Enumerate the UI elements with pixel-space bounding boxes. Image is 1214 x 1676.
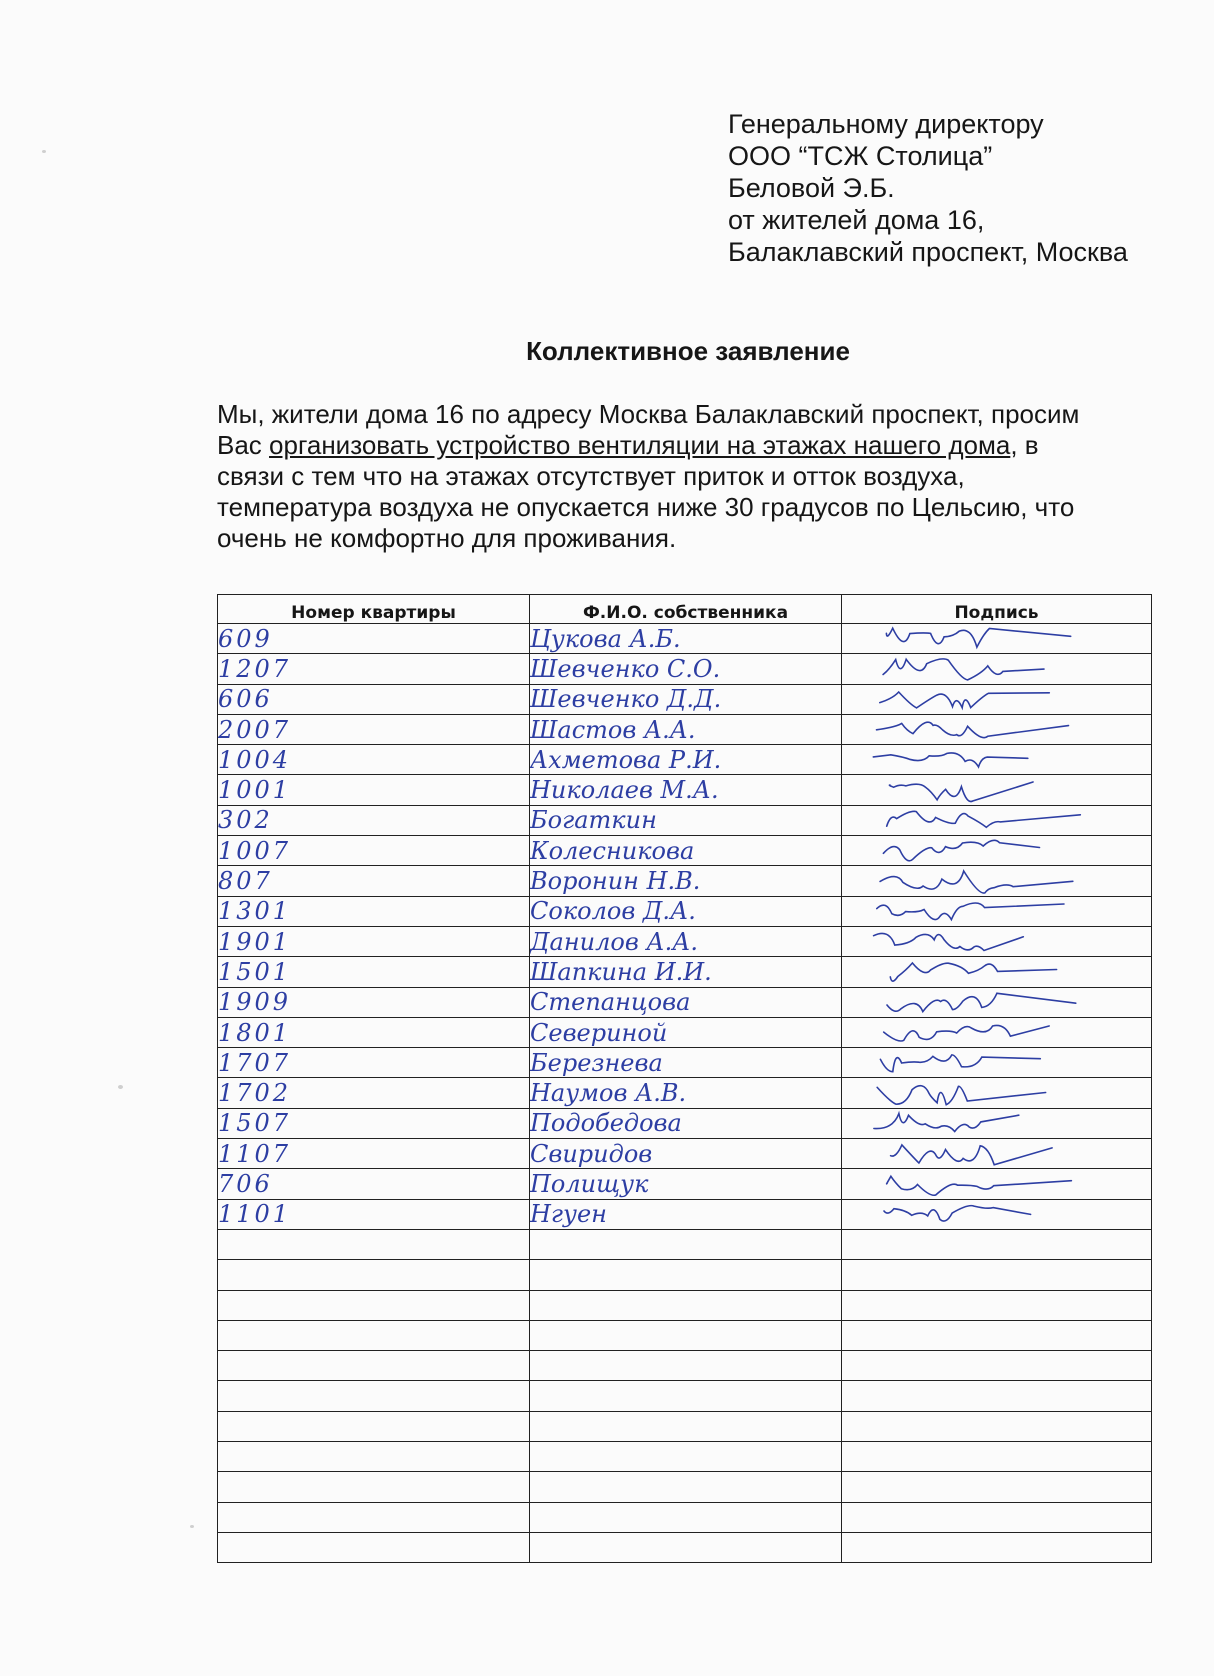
- owner-name: Подобедова: [530, 1108, 842, 1138]
- apartment-number: [218, 1381, 530, 1411]
- owner-name: [530, 1411, 842, 1441]
- signature-cell: [842, 654, 1152, 684]
- body-line: температура воздуха не опускается ниже 30 градусов по Цельсию, что: [217, 492, 1075, 522]
- body-line: связи с тем что на этажах отсутствует приток и отток воздуха,: [217, 461, 965, 491]
- signature-cell: [842, 1139, 1152, 1169]
- table-row: [218, 1532, 1152, 1562]
- owner-name: [530, 1320, 842, 1350]
- signature-cell: [842, 745, 1152, 775]
- apartment-number: [218, 1351, 530, 1381]
- signature-cell: [842, 714, 1152, 744]
- signature-cell: [842, 1442, 1152, 1472]
- table-row: [218, 866, 1152, 896]
- paper-speck: [42, 150, 46, 153]
- apartment-number: 807: [218, 866, 530, 896]
- table-row: [218, 1442, 1152, 1472]
- apartment-number: 1301: [218, 896, 530, 926]
- apartment-number: [218, 1229, 530, 1259]
- owner-name: [530, 1442, 842, 1472]
- addressee-block: [728, 108, 1128, 268]
- addressee-line: Генеральному директору: [728, 109, 1044, 139]
- signature-cell: [842, 805, 1152, 835]
- signature-cell: [842, 1108, 1152, 1138]
- handwritten-signature: [842, 685, 1142, 714]
- addressee-line: Беловой Э.Б.: [728, 173, 895, 203]
- table-row: [218, 1260, 1152, 1290]
- signature-cell: [842, 1472, 1152, 1502]
- apartment-number: 1004: [218, 745, 530, 775]
- owner-name: [530, 1472, 842, 1502]
- handwritten-signature: [842, 927, 1142, 956]
- owner-name: [530, 1502, 842, 1532]
- apartment-number: [218, 1260, 530, 1290]
- handwritten-signature: [842, 1018, 1142, 1047]
- table-row: [218, 775, 1152, 805]
- apartment-number: 1007: [218, 836, 530, 866]
- table-row: [218, 957, 1152, 987]
- paper-speck: [118, 1085, 123, 1089]
- table-row: [218, 926, 1152, 956]
- addressee-line: Балаклавский проспект, Москва: [728, 237, 1128, 267]
- handwritten-signature: [842, 1048, 1142, 1077]
- apartment-number: 609: [218, 624, 530, 654]
- handwritten-signature: [842, 867, 1142, 896]
- owner-name: Наумов А.В.: [530, 1078, 842, 1108]
- apartment-number: [218, 1472, 530, 1502]
- owner-name: Ахметова Р.И.: [530, 745, 842, 775]
- handwritten-signature: [842, 745, 1142, 774]
- signature-cell: [842, 866, 1152, 896]
- owner-name: Свиридов: [530, 1139, 842, 1169]
- table-row: [218, 987, 1152, 1017]
- owner-name: Полищук: [530, 1169, 842, 1199]
- table-row: [218, 654, 1152, 684]
- signature-cell: [842, 1351, 1152, 1381]
- signature-cell: [842, 1199, 1152, 1229]
- handwritten-signature: [842, 1169, 1142, 1198]
- owner-name: Данилов А.А.: [530, 926, 842, 956]
- owner-name: Шапкина И.И.: [530, 957, 842, 987]
- signature-table: [217, 594, 1152, 1563]
- apartment-number: 1001: [218, 775, 530, 805]
- owner-name: Соколов Д.А.: [530, 896, 842, 926]
- owner-name: Шевченко С.О.: [530, 654, 842, 684]
- signature-cell: [842, 987, 1152, 1017]
- table-row: [218, 1139, 1152, 1169]
- table-body: [218, 624, 1152, 1563]
- paper-speck: [190, 1525, 194, 1528]
- signature-cell: [842, 896, 1152, 926]
- signature-cell: [842, 775, 1152, 805]
- signature-cell: [842, 836, 1152, 866]
- request-underlined: организовать устройство вентиляции на этажах нашего дома: [269, 430, 1011, 460]
- table-row: [218, 1502, 1152, 1532]
- handwritten-signature: [842, 654, 1142, 683]
- signature-cell: [842, 1017, 1152, 1047]
- document-title: Коллективное заявление: [526, 336, 850, 366]
- handwritten-signature: [842, 836, 1142, 865]
- apartment-number: [218, 1442, 530, 1472]
- table-row: [218, 745, 1152, 775]
- body-line: очень не комфортно для проживания.: [217, 523, 677, 553]
- table-row: [218, 1381, 1152, 1411]
- table-row: [218, 684, 1152, 714]
- handwritten-signature: [842, 806, 1142, 835]
- apartment-number: [218, 1502, 530, 1532]
- table-row: [218, 896, 1152, 926]
- signature-cell: [842, 1260, 1152, 1290]
- owner-name: Степанцова: [530, 987, 842, 1017]
- apartment-number: [218, 1320, 530, 1350]
- signature-cell: [842, 1532, 1152, 1562]
- owner-name: [530, 1290, 842, 1320]
- handwritten-signature: [842, 957, 1142, 986]
- body-prefix: Вас: [217, 430, 270, 460]
- handwritten-signature: [842, 715, 1142, 744]
- table-row: [218, 714, 1152, 744]
- table-row: [218, 1199, 1152, 1229]
- statement-body: [217, 399, 1167, 554]
- header-signature: Подпись: [842, 595, 1152, 624]
- signature-cell: [842, 1229, 1152, 1259]
- apartment-number: 1207: [218, 654, 530, 684]
- apartment-number: 1101: [218, 1199, 530, 1229]
- owner-name: Нгуен: [530, 1199, 842, 1229]
- handwritten-signature: [842, 988, 1142, 1017]
- signature-cell: [842, 1502, 1152, 1532]
- addressee-line: ООО “ТСЖ Столица”: [728, 141, 993, 171]
- header-owner-name: Ф.И.О. собственника: [530, 595, 842, 624]
- owner-name: [530, 1351, 842, 1381]
- apartment-number: 1507: [218, 1108, 530, 1138]
- table-row: [218, 836, 1152, 866]
- table-row: [218, 624, 1152, 654]
- signature-cell: [842, 957, 1152, 987]
- table-row: [218, 1290, 1152, 1320]
- table-row: [218, 1017, 1152, 1047]
- apartment-number: 1707: [218, 1048, 530, 1078]
- apartment-number: 2007: [218, 714, 530, 744]
- owner-name: [530, 1381, 842, 1411]
- handwritten-signature: [842, 1139, 1142, 1168]
- table-row: [218, 1472, 1152, 1502]
- apartment-number: 1501: [218, 957, 530, 987]
- handwritten-signature: [842, 897, 1142, 926]
- addressee-line: от жителей дома 16,: [728, 205, 985, 235]
- table-row: [218, 1108, 1152, 1138]
- owner-name: Березнева: [530, 1048, 842, 1078]
- signature-cell: [842, 624, 1152, 654]
- handwritten-signature: [842, 1109, 1142, 1138]
- signature-cell: [842, 1320, 1152, 1350]
- owner-name: [530, 1260, 842, 1290]
- table-row: [218, 1169, 1152, 1199]
- apartment-number: 1702: [218, 1078, 530, 1108]
- handwritten-signature: [842, 776, 1142, 805]
- handwritten-signature: [842, 1079, 1142, 1108]
- signature-cell: [842, 1078, 1152, 1108]
- apartment-number: [218, 1532, 530, 1562]
- apartment-number: 1901: [218, 926, 530, 956]
- handwritten-signature: [842, 624, 1142, 653]
- header-apartment: Номер квартиры: [218, 595, 530, 624]
- apartment-number: 1909: [218, 987, 530, 1017]
- apartment-number: [218, 1411, 530, 1441]
- apartment-number: 1107: [218, 1139, 530, 1169]
- apartment-number: 606: [218, 684, 530, 714]
- table-row: [218, 1229, 1152, 1259]
- apartment-number: 706: [218, 1169, 530, 1199]
- handwritten-signature: [842, 1200, 1142, 1229]
- table-header-row: [218, 595, 1152, 624]
- table-row: [218, 1078, 1152, 1108]
- signature-cell: [842, 926, 1152, 956]
- owner-name: Цукова А.Б.: [530, 624, 842, 654]
- signature-cell: [842, 684, 1152, 714]
- owner-name: [530, 1532, 842, 1562]
- body-suffix: , в: [1010, 430, 1039, 460]
- owner-name: [530, 1229, 842, 1259]
- table-row: [218, 1411, 1152, 1441]
- signature-cell: [842, 1381, 1152, 1411]
- body-line: Мы, жители дома 16 по адресу Москва Балаклавский проспект, просим: [217, 399, 1080, 429]
- apartment-number: 1801: [218, 1017, 530, 1047]
- table-row: [218, 805, 1152, 835]
- owner-name: Шастов А.А.: [530, 714, 842, 744]
- apartment-number: 302: [218, 805, 530, 835]
- apartment-number: [218, 1290, 530, 1320]
- owner-name: Колесникова: [530, 836, 842, 866]
- body-line-2: [217, 430, 1167, 461]
- table-row: [218, 1048, 1152, 1078]
- signature-cell: [842, 1169, 1152, 1199]
- owner-name: Воронин Н.В.: [530, 866, 842, 896]
- owner-name: Шевченко Д.Д.: [530, 684, 842, 714]
- signature-cell: [842, 1048, 1152, 1078]
- table-row: [218, 1351, 1152, 1381]
- owner-name: Николаев М.А.: [530, 775, 842, 805]
- owner-name: Богаткин: [530, 805, 842, 835]
- signature-cell: [842, 1411, 1152, 1441]
- table-row: [218, 1320, 1152, 1350]
- signature-cell: [842, 1290, 1152, 1320]
- owner-name: Севериной: [530, 1017, 842, 1047]
